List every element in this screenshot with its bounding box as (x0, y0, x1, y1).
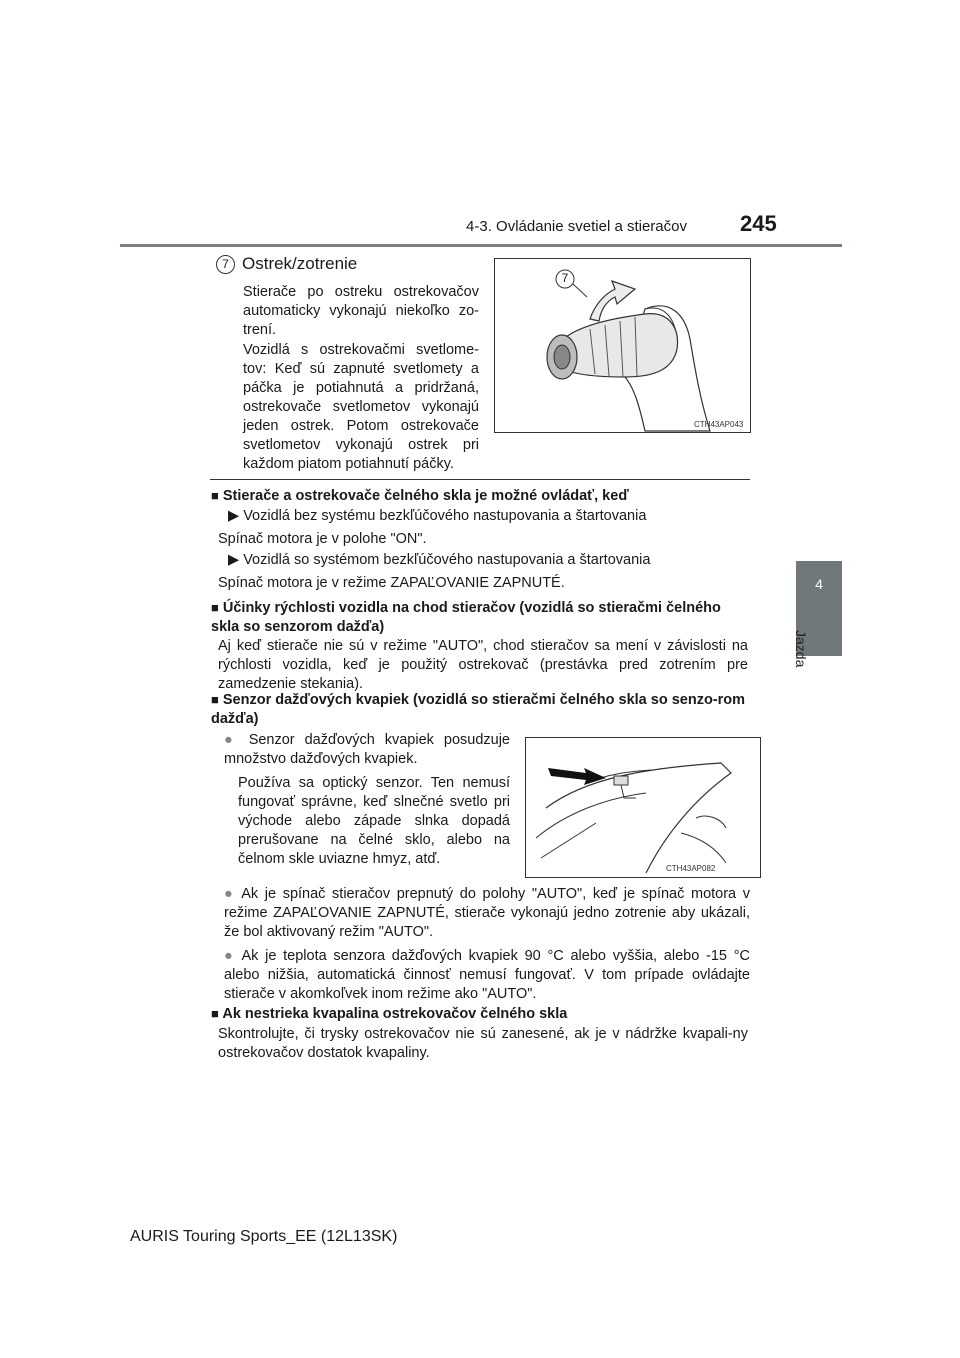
figure-rain-sensor (525, 737, 761, 878)
condition-text-2: Spínač motora je v režime ZAPAĽOVANIE ZAPNUTÉ. (218, 575, 565, 591)
step-number-badge: 7 (216, 255, 235, 274)
circle-bullet-icon: ● (224, 948, 236, 964)
circle-bullet-icon: ● (224, 886, 236, 902)
square-bullet-icon: ■ (211, 600, 219, 615)
figure-wiper-lever (494, 258, 751, 433)
section-text-4: Skontrolujte, či trysky ostrekovačov nie sú zanesené, ak je v nádržke kvapali-ny ostrekovačov dostatok kvapaliny. (218, 1026, 748, 1061)
chapter-label: Jazda (793, 630, 809, 668)
bullet-item-3: ● Ak je teplota senzora dažďových kvapiek 90 °C alebo vyššia, alebo -15 °C alebo nižšia, automatická činnosť nemusí fungovať. V tom prípade ovládajte stierače v akomkoľvek inom režime ako "AUTO". (224, 948, 750, 1002)
circle-bullet-icon: ● (224, 732, 239, 748)
section-divider (210, 479, 750, 480)
bullet-item-2: ● Ak je spínač stieračov prepnutý do polohy "AUTO", keď je spínač motora v režime ZAPAĽOVANIE ZAPNUTÉ, stierače vykonajú jedno zotrenie aby ukázali, že bol aktivovaný režim "AUTO". (224, 886, 751, 940)
figure-code: CTH43AP043 (694, 420, 744, 429)
rain-sensor-illustration (526, 738, 760, 877)
subcondition-1: ▶ Vozidlá bez systému bezkľúčového nastupovania a štartovania (228, 508, 647, 524)
step-title: Ostrek/zotrenie (242, 254, 358, 273)
square-bullet-icon: ■ (211, 488, 219, 503)
bullet-item-1: ● Senzor dažďových kvapiek posudzuje množstvo dažďových kvapiek. (224, 732, 510, 767)
square-bullet-icon: ■ (211, 1006, 219, 1021)
header-rule (120, 244, 842, 247)
figure-code: CTH43AP082 (666, 864, 716, 873)
figure-callout-7: 7 (561, 271, 569, 285)
triangle-bullet-icon: ▶ (228, 508, 240, 524)
section-heading-2: ■ Účinky rýchlosti vozidla na chod stieračov (vozidlá so stieračmi čelného skla so senzorom dažďa) (211, 600, 721, 635)
section-heading-3: ■ Senzor dažďových kvapiek (vozidlá so stieračmi čelného skla so senzo-rom dažďa) (211, 692, 746, 727)
subcondition-2: ▶ Vozidlá so systémom bezkľúčového nastupovania a štartovania (228, 552, 651, 568)
triangle-bullet-icon: ▶ (228, 552, 240, 568)
condition-text-1: Spínač motora je v polohe "ON". (218, 531, 427, 547)
chapter-number: 4 (815, 576, 823, 592)
section-text-2: Aj keď stierače nie sú v režime "AUTO", chod stieračov sa mení v závislosti na rýchlosti vozidla, keď je použitý ostrekovač (prestávka pred zotrením pre zamedzenie stekania). (218, 638, 748, 692)
section-heading-1: ■ Stierače a ostrekovače čelného skla je možné ovládať, keď (211, 488, 629, 504)
wiper-lever-illustration (495, 259, 750, 432)
footer-model: AURIS Touring Sports_EE (12L13SK) (130, 1228, 398, 1245)
square-bullet-icon: ■ (211, 692, 219, 707)
section-heading-4: ■ Ak nestrieka kvapalina ostrekovačov čelného skla (211, 1006, 568, 1022)
bullet-item-1-detail: Používa sa optický senzor. Ten nemusí fungovať správne, keď slnečné svetlo pri východe alebo západe slnka dopadá prerušovane na čelné sklo, alebo na čelnom skle uviazne hmyz, atď. (238, 775, 510, 867)
step-paragraph-2: Vozidlá s ostrekovačmi svetlome-tov: Keď sú zapnuté svetlomety a páčka je potiahnutá a pridržaná, ostrekovače svetlometov vykonajú jeden ostrek. Potom ostrekovače svetlometov vykonajú ostrek pri každom piatom potiahnutí páčky. (243, 342, 479, 472)
page-number: 245 (740, 211, 777, 236)
step-paragraph-1: Stierače po ostreku ostrekovačov automaticky vykonajú niekoľko zo-trení. (243, 284, 479, 338)
section-title: 4-3. Ovládanie svetiel a stieračov (466, 218, 687, 235)
